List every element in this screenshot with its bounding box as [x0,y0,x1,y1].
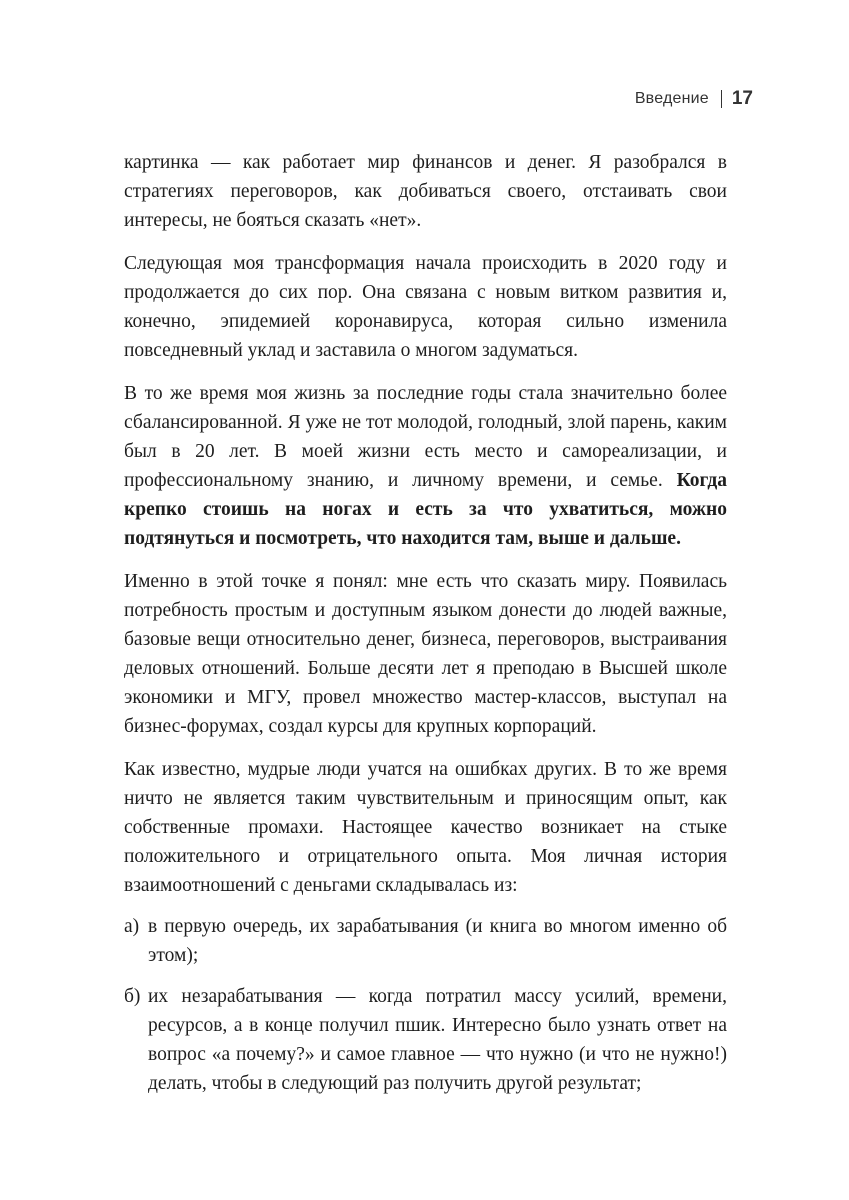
section-title: Введение [634,90,709,107]
paragraph-3 [124,379,727,553]
paragraph-4: Именно в этой точке я понял: мне есть что сказать миру. Появилась потребность простым и доступным языком донести до людей важные, базовые вещи относительно денег, бизнеса, переговоров, выстраивания деловых отношений. Больше десяти лет я преподаю в Высшей школе экономики и МГУ, провел множество мастер-классов, выступал на бизнес-форумах, создал курсы для крупных корпораций. [124,571,727,737]
list-marker: б) [124,986,141,1007]
paragraph-5: Как известно, мудрые люди учатся на ошибках других. В то же время ничто не является таким чувствительным и приносящим опыт, как собственные промахи. Настоящее качество возникает на стыке положительного и отрицательного опыта. Моя личная история взаимоотношений с деньгами складывалась из: [124,759,727,896]
body-text [124,148,727,1110]
list-item-text: их незарабатывания — когда потратил массу усилий, времени, ресурсов, а в конце получил пшик. Интересно было узнать ответ на вопрос «а почему?» и самое главное — что нужно (и что не нужно!) делать, чтобы в следующий раз получить другой результат; [148,986,727,1094]
header-divider [721,90,722,108]
paragraph-2: Следующая моя трансформация начала происходить в 2020 году и продолжается до сих пор. Она связана с новым витком развития и, конечно, эпидемией коронавируса, которая сильно изменила повседневный уклад и заставила о многом задуматься. [124,253,727,361]
list-item [124,912,727,970]
running-head [635,88,753,110]
list-marker: а) [124,916,140,937]
list-item [124,982,727,1098]
paragraph-3-text: В то же время моя жизнь за последние годы стала значительно более сбалансированной. Я уже не тот молодой, голодный, злой парень, каким был в 20 лет. В моей жизни есть место и самореализации, и профессиональному знанию, и личному времени, и семье. [124,383,727,491]
page-number: 17 [731,88,753,109]
paragraph-3-emphasis: Когда крепко стоишь на ногах и есть за что ухватиться, можно подтянуться и посмотреть, что находится там, выше и дальше. [124,470,727,549]
paragraph-1: картинка — как работает мир финансов и денег. Я разобрался в стратегиях переговоров, как добиваться своего, отстаивать свои интересы, не бояться сказать «нет». [124,152,727,231]
list-item-text: в первую очередь, их зарабатывания (и книга во многом именно об этом); [148,916,727,966]
